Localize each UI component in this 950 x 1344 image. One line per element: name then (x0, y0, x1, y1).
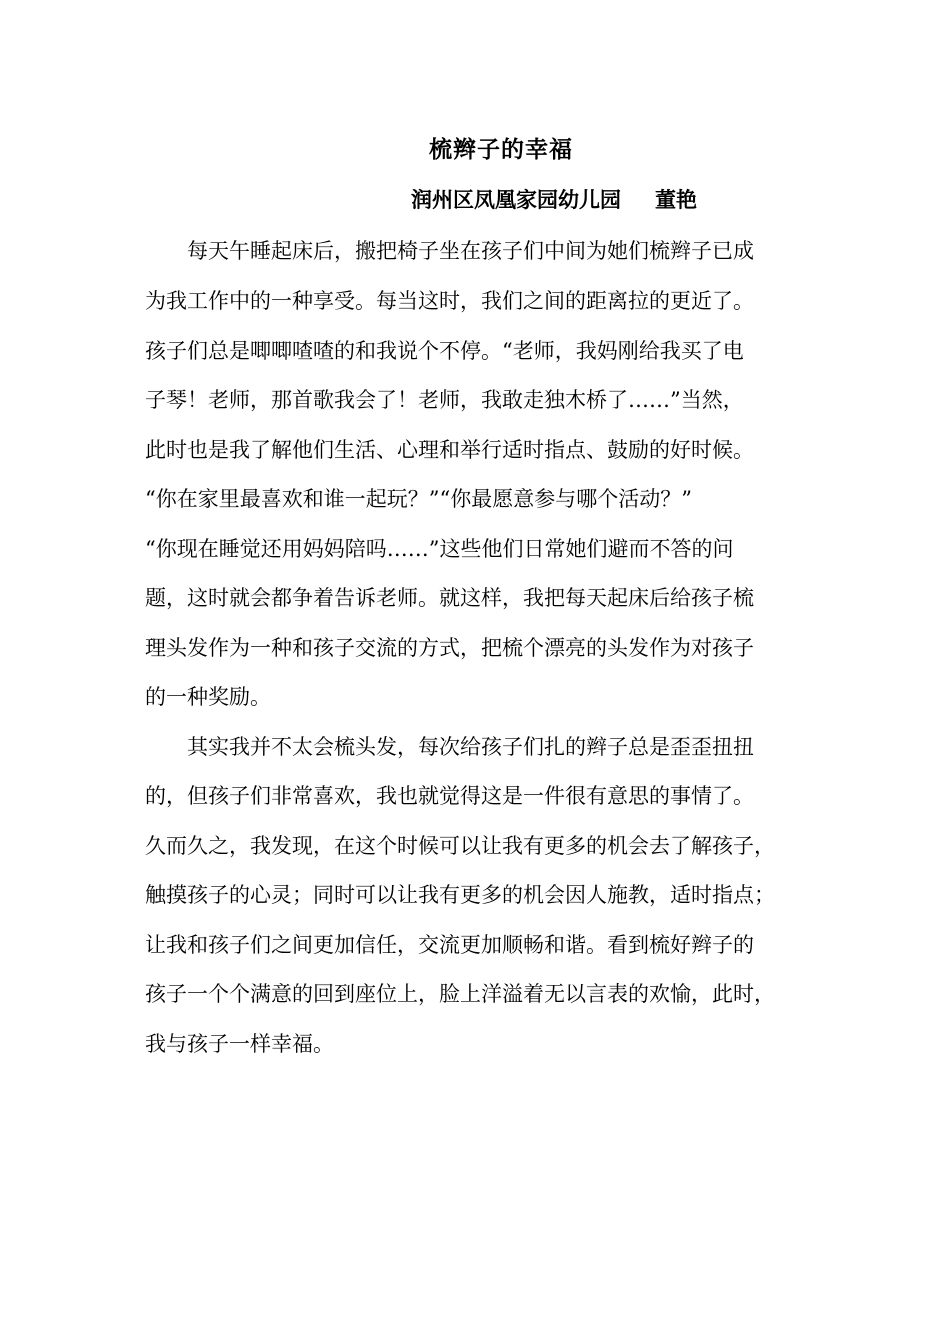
text-line: 其实我并不太会梳头发，每次给孩子们扎的辫子总是歪歪扭扭 (187, 735, 754, 759)
byline-organization: 润州区凤凰家园幼儿园 (411, 188, 621, 212)
text-line: 的，但孩子们非常喜欢，我也就觉得这是一件很有意思的事情了。 (145, 784, 754, 808)
text-line: 孩子们总是唧唧喳喳的和我说个不停。“老师，我妈刚给我买了电 (145, 339, 744, 363)
text-line: 子琴！老师，那首歌我会了！老师，我敢走独木桥了……”当然， (145, 388, 744, 412)
text-line: 题，这时就会都争着告诉老师。就这样，我把每天起床后给孩子梳 (145, 586, 754, 610)
document-title: 梳辫子的幸福 (429, 137, 573, 163)
text-line: 为我工作中的一种享受。每当这时，我们之间的距离拉的更近了。 (145, 289, 754, 313)
text-line: “你在家里最喜欢和谁一起玩？”“你最愿意参与哪个活动？” (145, 487, 692, 511)
text-line: 理头发作为一种和孩子交流的方式，把梳个漂亮的头发作为对孩子 (145, 636, 754, 660)
text-line: 每天午睡起床后，搬把椅子坐在孩子们中间为她们梳辫子已成 (187, 239, 754, 263)
text-line: 我与孩子一样幸福。 (145, 1032, 334, 1056)
text-line: 此时也是我了解他们生活、心理和举行适时指点、鼓励的好时候。 (145, 438, 754, 462)
text-line: 孩子一个个满意的回到座位上，脸上洋溢着无以言表的欢愉，此时， (145, 982, 775, 1006)
text-line: 让我和孩子们之间更加信任，交流更加顺畅和谐。看到梳好辫子的 (145, 933, 754, 957)
text-line: 触摸孩子的心灵；同时可以让我有更多的机会因人施教，适时指点； (145, 883, 775, 907)
byline (411, 184, 697, 216)
byline-author: 董艳 (655, 188, 697, 212)
text-line: 的一种奖励。 (145, 685, 271, 709)
text-line: “你现在睡觉还用妈妈陪吗……”这些他们日常她们避而不答的问 (145, 537, 734, 561)
text-line: 久而久之，我发现，在这个时候可以让我有更多的机会去了解孩子， (145, 834, 775, 858)
